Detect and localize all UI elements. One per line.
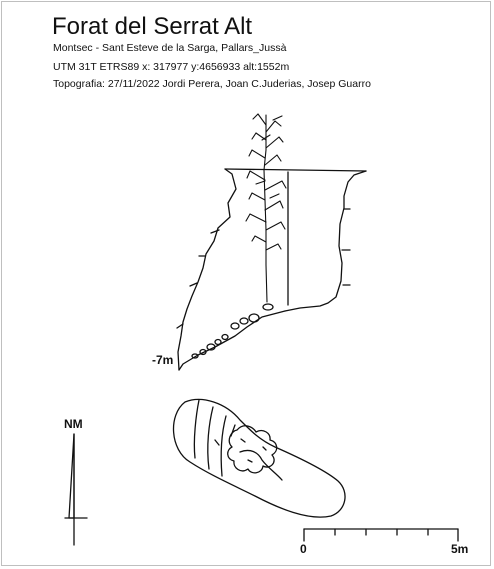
scale-start-label: 0: [300, 542, 307, 556]
scale-bar-ticks: [304, 529, 458, 541]
north-arrow-body: [69, 434, 74, 518]
north-label: NM: [64, 417, 83, 431]
north-arrow: [65, 434, 87, 545]
cave-title: Forat del Serrat Alt: [52, 13, 253, 40]
cave-profile: [177, 114, 366, 370]
plan-outline: [174, 399, 346, 517]
location-text: Montsec - Sant Esteve de la Sarga, Pallars_Jussà: [53, 42, 287, 54]
plan-breakdown-zone: [228, 426, 277, 473]
entrance-line: [225, 169, 366, 171]
floor-boulders: [192, 304, 273, 358]
left-wall-ticks: [177, 230, 219, 328]
plan-floor-line: [240, 450, 282, 480]
plan-detail-marks: [215, 439, 266, 462]
tree-symbol: [246, 114, 286, 302]
scale-bar: [304, 529, 458, 541]
profile-right-wall: [285, 171, 366, 311]
survey-credits: Topografia: 27/11/2022 Jordi Perera, Joan C.Juderias, Josep Guarro: [53, 78, 371, 90]
depth-label: -7m: [152, 353, 174, 367]
profile-floor: [179, 311, 285, 370]
scale-end-label: 5m: [451, 542, 469, 556]
right-wall-ticks: [342, 209, 350, 285]
cave-plan: [174, 399, 346, 517]
coordinates-text: UTM 31T ETRS89 x: 317977 y:4656933 alt:1552m: [53, 61, 290, 73]
